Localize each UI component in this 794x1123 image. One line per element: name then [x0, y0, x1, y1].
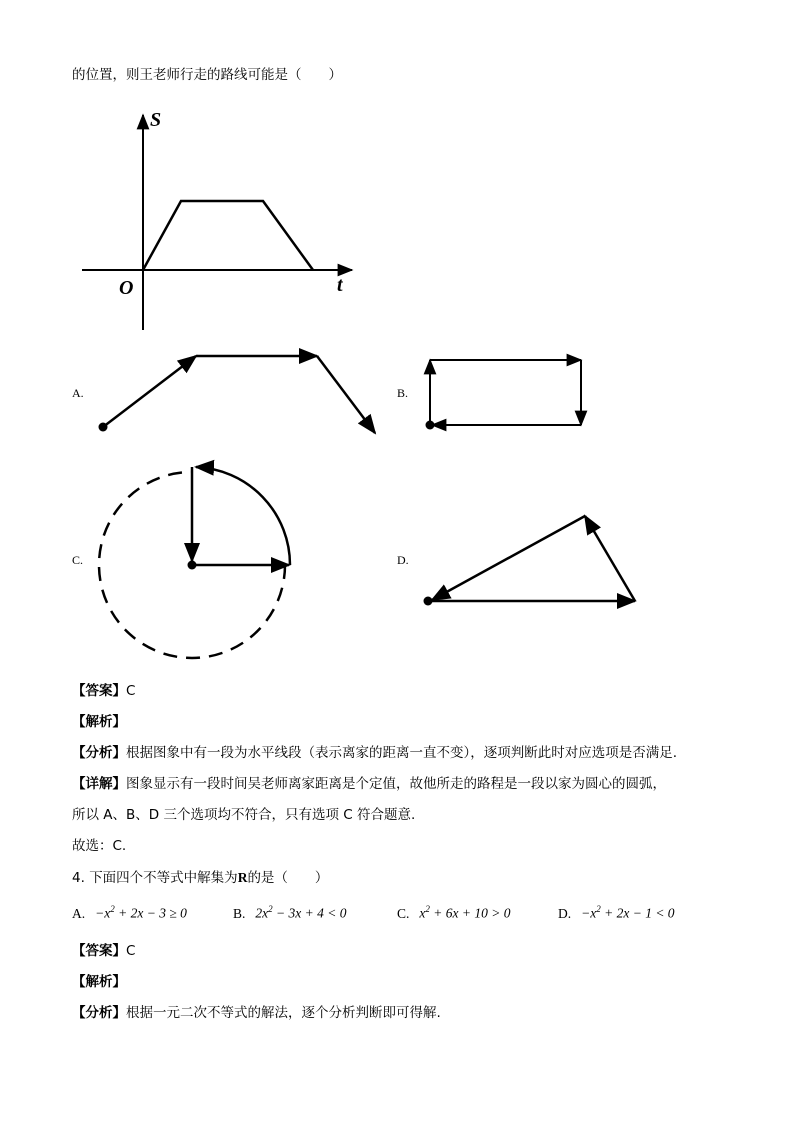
distance-time-graph — [82, 109, 352, 330]
q3-analysis-heading: 【解析】 — [72, 714, 126, 730]
q4-answer — [72, 942, 135, 960]
option-a-figure — [99, 356, 376, 433]
analysis-tag: 【分析】 — [72, 745, 126, 761]
y-axis-label: S — [150, 109, 162, 131]
detail-tag: 【详解】 — [72, 776, 126, 792]
option-c-figure — [99, 467, 290, 658]
question-4-stem — [72, 869, 328, 887]
option-b-figure — [426, 360, 582, 430]
detail-text-1: 图象显示有一段时间吴老师离家距离是个定值，故他所走的路程是一段以家为圆心的圆弧， — [126, 776, 666, 792]
question-3-stem: 的位置，则王老师行走的路线可能是（ ） — [72, 67, 342, 83]
analysis-tag: 【分析】 — [72, 1005, 126, 1021]
option-d-label: D. — [397, 553, 409, 567]
q3-detail-cont: 所以 A、B、D 三个选项均不符合，只有选项 C 符合题意. — [72, 807, 416, 823]
q4-analysis — [72, 1004, 441, 1022]
stem-bold-r: R — [237, 870, 248, 885]
q4-option-d: D. $-x^2 + 2x - 1 < 0$ — [558, 904, 675, 921]
option-d-figure — [424, 516, 636, 606]
q4-option-c: C. $x^2 + 6x + 10 > 0$ — [397, 904, 511, 921]
q4-option-b: B. $2x^2 - 3x + 4 < 0$ — [233, 904, 347, 921]
answer-value: C — [126, 943, 136, 959]
question-number: 4. — [72, 870, 85, 886]
stem-text: 下面四个不等式中解集为 — [89, 870, 238, 886]
origin-label: O — [119, 277, 134, 299]
q4-option-a: A. $-x^2 + 2x - 3 \ge 0$ — [72, 904, 187, 921]
q4-analysis-heading: 【解析】 — [72, 974, 126, 990]
analysis-text: 根据一元二次不等式的解法，逐个分析判断即可得解. — [126, 1005, 441, 1021]
arc-path — [196, 467, 290, 565]
answer-value: C — [126, 683, 136, 699]
option-b-label: B. — [397, 386, 409, 400]
q3-detail — [72, 775, 666, 793]
option-a-label: A. — [72, 386, 84, 400]
analysis-text: 根据图象中有一段为水平线段（表示离家的距离一直不变），逐项判断此时对应选项是否满足. — [126, 745, 678, 761]
answer-tag: 【答案】 — [72, 683, 126, 699]
option-c-label: C. — [72, 553, 84, 567]
trapezoid-path — [143, 201, 313, 270]
x-axis-label: t — [337, 274, 343, 296]
q3-conclusion: 故选：C. — [72, 838, 127, 854]
q3-analysis — [72, 744, 677, 762]
q3-answer — [72, 682, 135, 700]
answer-tag: 【答案】 — [72, 943, 126, 959]
stem-text-end: 的是（ ） — [247, 870, 329, 886]
